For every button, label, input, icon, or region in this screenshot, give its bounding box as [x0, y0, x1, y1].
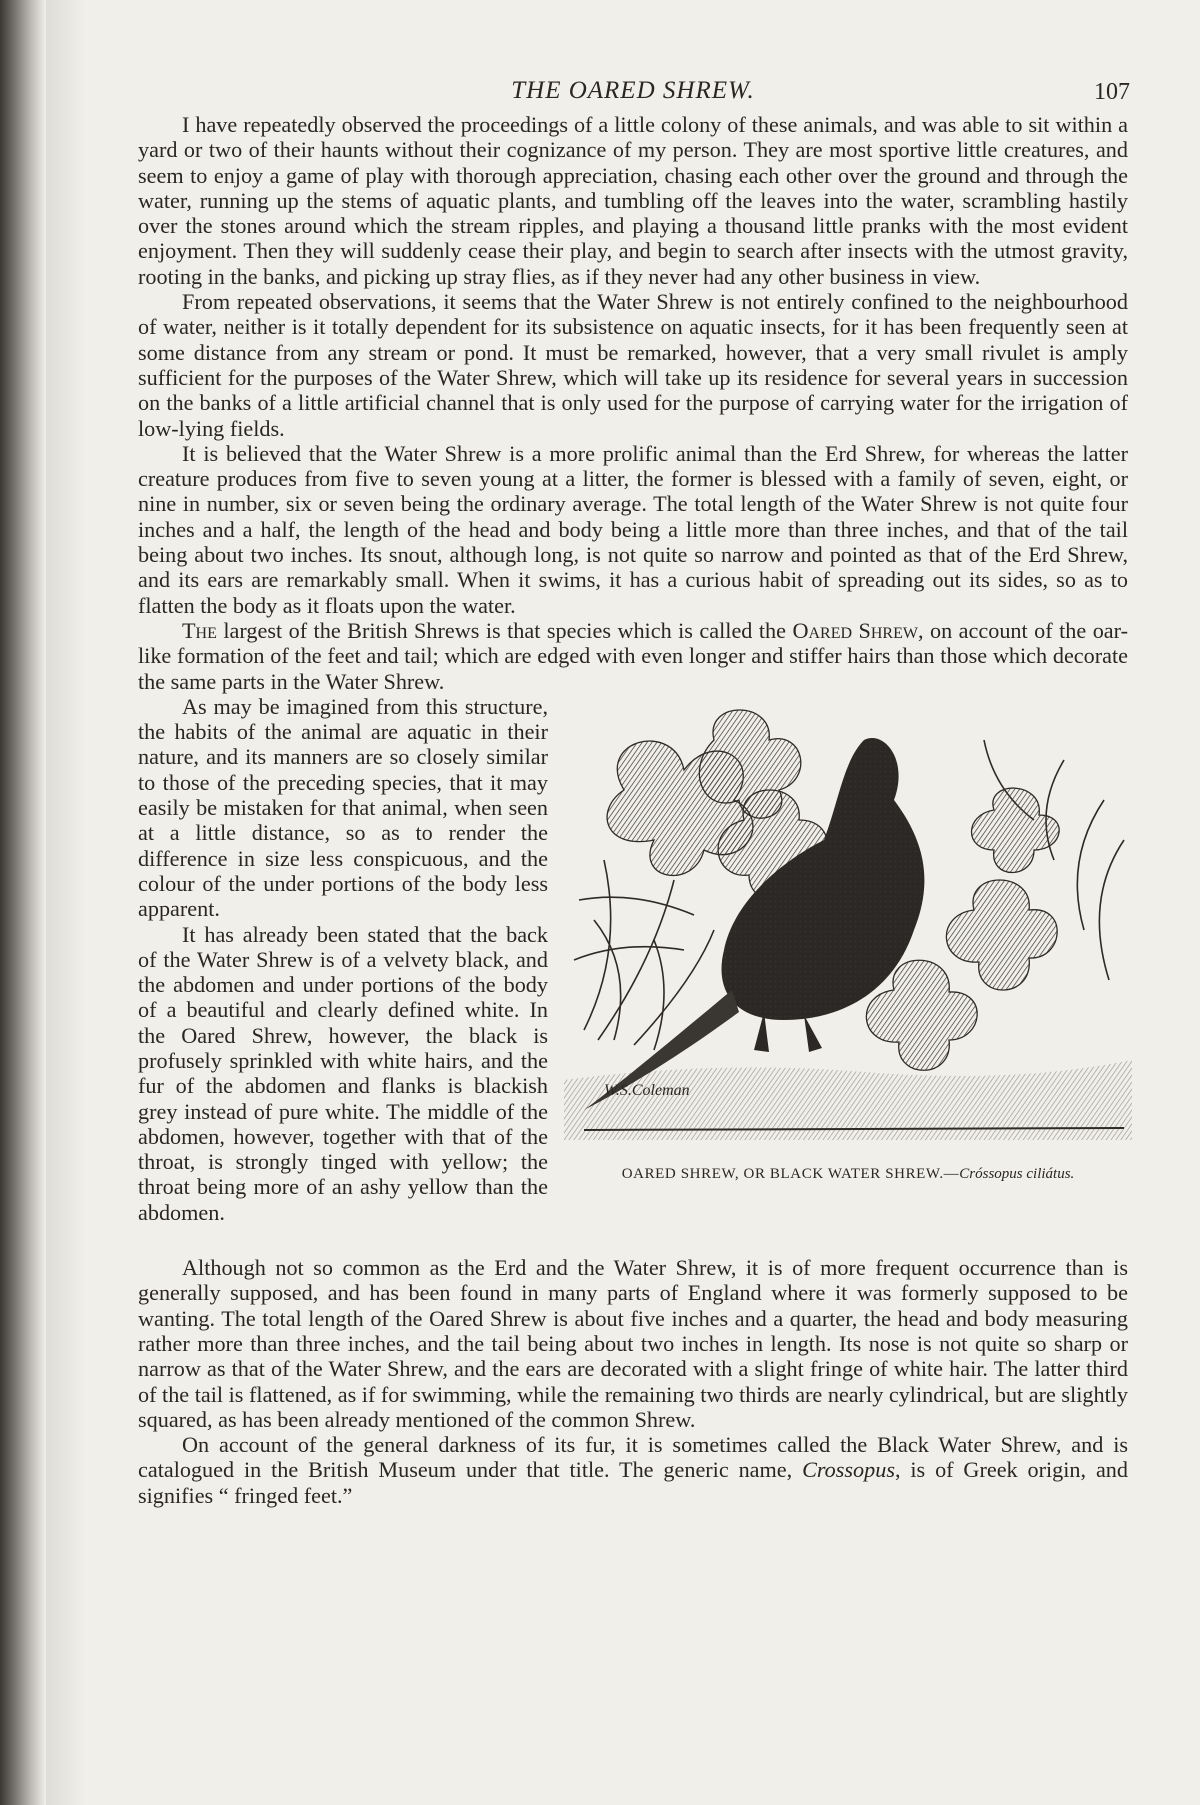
book-page: [138, 72, 1128, 1508]
paragraph-oared-intro: [138, 618, 1128, 694]
paragraph-back-colour: It has already been stated that the back of the Water Shrew is of a velvety black, and the abdomen and under portions of the body of a beautiful and clearly defined white. In the Oared Shrew, however, the black is profusely sprinkled with white hairs, and the fur of the abdomen and flanks is blackish grey instead of pure white. The middle of the abdomen, however, together with that of the throat, is strongly tinged with yellow; the throat being more of an ashy yellow than the abdomen.: [138, 921, 548, 1225]
species-name: Oared Shrew: [792, 617, 918, 643]
gutter-shadow: [46, 0, 86, 1805]
final-text-a: On account of the general darkness of its fur, it is sometimes called the Black Water Shrew, and is catalogued in the British Museum under that title. The generic name,: [138, 1432, 1128, 1483]
engraving-image: [564, 700, 1132, 1152]
book-spine-edge: [0, 0, 46, 1805]
paragraph-colony: I have repeatedly observed the proceedings of a little colony of these animals, and was able to sit within a yard or two of their haunts without their cognizance of my person. They are most sportive little creatures, and seem to enjoy a game of play with thorough appreciation, chasing each other over the ground and through the water, running up the stems of aquatic plants, and tumbling off the leaves into the water, scrambling hastily over the stones around which the stream ripples, and playing a thousand little pranks with the most evident enjoyment. Then they will suddenly cease their play, and begin to search after insects with the utmost gravity, rooting in the banks, and picking up stray flies, as if they never had any other business in view.: [138, 112, 1128, 289]
final-text-b: , is of Greek origin, and signifies “ fringed feet.”: [138, 1457, 1128, 1508]
running-title: THE OARED SHREW.: [511, 77, 755, 104]
genus-name: Crossopus: [802, 1457, 895, 1483]
paragraph-structure: As may be imagined from this structure, the habits of the animal are aquatic in their nature, and its manners are so closely similar to those of the preceding species, that it may easily be mistaken for that animal, when seen at a little distance, so as to render the difference in size less conspicuous, and the colour of the under portions of the body less apparent.: [138, 693, 548, 922]
caption-latin-name: Cróssopus ciliátus.: [959, 1165, 1075, 1182]
paragraph-common: Although not so common as the Erd and the Water Shrew, it is of more frequent occurrence than is generally supposed, and has been found in many parts of England where it was formerly supposed to be wanting. The total length of the Oared Shrew is about five inches and a quarter, the head and body measuring rather more than three inches, and the tail being about two inches in length. Its nose is not quite so sharp or narrow as that of the Water Shrew, and the ears are decorated with a slight fringe of white hair. The latter third of the tail is flattened, as if for swimming, while the remaining two thirds are nearly cylindrical, but are slightly squared, as has been already mentioned of the common Shrew.: [138, 1255, 1128, 1432]
figure-caption: [564, 1162, 1132, 1187]
page-header: [138, 72, 1128, 112]
artist-signature: W.S.Coleman: [604, 1081, 690, 1099]
caption-text: OARED SHREW, OR BLACK WATER SHREW.—: [621, 1165, 960, 1182]
paragraph-observations: From repeated observations, it seems that the Water Shrew is not entirely confined to the neighbourhood of water, neither is it totally dependent for its subsistence on aquatic insects, for it has been frequently seen at some distance from any stream or pond. It must be remarked, however, that a very small rivulet is amply sufficient for the purposes of the Water Shrew, which will take up its residence for several years in succession on the banks of a little artificial channel that is only used for the purpose of carrying water for the irrigation of low-lying fields.: [138, 289, 1128, 441]
page-number: 107: [1094, 79, 1130, 105]
paragraph-prolific: It is believed that the Water Shrew is a more prolific animal than the Erd Shrew, for whereas the latter creature produces from five to seven young at a litter, the former is blessed with a family of seven, eight, or nine in number, six or seven being the ordinary average. The total length of the Water Shrew is not quite four inches and a half, the length of the head and body being a little more than three inches, and that of the tail being about two inches. Its snout, although long, is not quite so narrow and pointed as that of the Erd Shrew, and its ears are remarkably small. When it swims, it has a curious habit of spreading out its sides, so as to flatten the body as it floats upon the water.: [138, 440, 1128, 618]
lead-word: The: [182, 617, 217, 643]
intro-text-b: , on account of the oar-like formation of the feet and tail; which are edged with even longer and stiffer hairs than those which decorate the same parts in the Water Shrew.: [138, 617, 1128, 694]
oared-shrew-illustration: [564, 700, 1132, 1187]
intro-text-a: largest of the British Shrews is that species which is called the: [216, 617, 793, 643]
paragraph-final: [138, 1432, 1128, 1508]
